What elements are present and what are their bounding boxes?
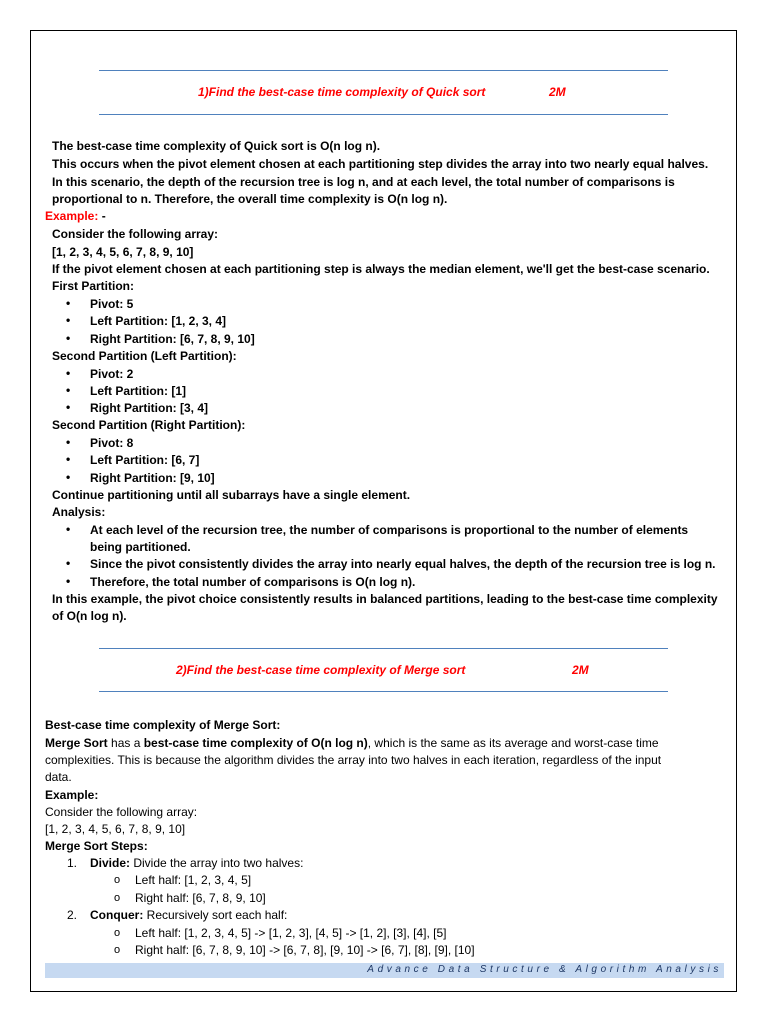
partition-3-heading: Second Partition (Right Partition): [52, 418, 246, 432]
step-number: 2. [67, 908, 78, 922]
q1-example-label [45, 208, 106, 225]
q2-line-4: Consider the following array: [45, 805, 198, 819]
steps-heading: Merge Sort Steps: [45, 839, 148, 853]
q2-line-3: data. [45, 770, 72, 784]
sub-list-item: Left half: [1, 2, 3, 4, 5] [135, 873, 252, 887]
partition-1-heading: First Partition: [52, 279, 135, 293]
list-item: Pivot: 8 [90, 436, 134, 450]
step-number: 1. [67, 856, 78, 870]
q1-line-2: This occurs when the pivot element chosen at each partitioning step divides the array into two nearly equal halves. [52, 157, 709, 171]
bullet-icon: • [66, 296, 71, 310]
bullet-icon: • [66, 383, 71, 397]
step-2 [90, 908, 287, 922]
q1-line-9: In this example, the pivot choice consistently results in balanced partitions, leading to the best-case time complexity [52, 592, 718, 606]
step-text: Recursively sort each half: [143, 908, 288, 922]
q1-line-6: [1, 2, 3, 4, 5, 6, 7, 8, 9, 10] [52, 245, 194, 259]
bullet-icon: • [66, 435, 71, 449]
text: has a [107, 736, 144, 750]
bullet-icon: • [66, 313, 71, 327]
bullet-icon: • [66, 400, 71, 414]
q2-heading: Best-case time complexity of Merge Sort: [45, 718, 281, 732]
sub-list-item: Right half: [6, 7, 8, 9, 10] -> [6, 7, 8], [9, 10] -> [6, 7], [8], [9], [10] [135, 943, 475, 957]
list-item: Right Partition: [3, 4] [90, 401, 208, 415]
bullet-icon: • [66, 452, 71, 466]
bold-text: Merge Sort [45, 736, 108, 750]
sub-list-item: Right half: [6, 7, 8, 9, 10] [135, 891, 266, 905]
bullet-icon: • [66, 366, 71, 380]
footer-text: Advance Data Structure & Algorithm Analysis [367, 964, 722, 975]
list-item: Since the pivot consistently divides the array into nearly equal halves, the depth of the recursion tree is log n. [90, 557, 716, 571]
q1-line-7: If the pivot element chosen at each partitioning step is always the median element, we'll get the best-case scenario. [52, 262, 710, 276]
q2-example-label: Example: [45, 788, 99, 802]
question-1-title: 1)Find the best-case time complexity of Quick sort [198, 85, 486, 99]
bullet-icon: • [66, 470, 71, 484]
q2-line-1 [45, 735, 659, 752]
q1-line-3: In this scenario, the depth of the recursion tree is log n, and at each level, the total number of comparisons is [52, 175, 675, 189]
list-item: Right Partition: [9, 10] [90, 471, 215, 485]
q2-line-2: complexities. This is because the algorithm divides the array into two halves in each iteration, regardless of the input [45, 753, 662, 767]
list-item: Left Partition: [1] [90, 384, 186, 398]
header-rule-top [99, 648, 668, 649]
list-item: Right Partition: [6, 7, 8, 9, 10] [90, 332, 255, 346]
step-label: Divide: [90, 856, 131, 870]
q2-line-5: [1, 2, 3, 4, 5, 6, 7, 8, 9, 10] [45, 822, 186, 836]
sub-bullet-icon: o [114, 892, 121, 904]
list-item: Therefore, the total number of comparisons is O(n log n). [90, 575, 416, 589]
sub-bullet-icon: o [114, 944, 121, 956]
footer-bar [45, 963, 724, 978]
header-rule-top [99, 70, 668, 71]
step-text: Divide the array into two halves: [130, 856, 304, 870]
q1-line-8: Continue partitioning until all subarrays have a single element. [52, 488, 411, 502]
bullet-icon: • [66, 574, 71, 588]
bold-text: best-case time complexity of O(n log n) [143, 736, 368, 750]
q1-line-10: of O(n log n). [52, 609, 127, 623]
bullet-icon: • [66, 522, 71, 536]
step-1 [90, 856, 303, 870]
sub-bullet-icon: o [114, 874, 121, 886]
list-item: Left Partition: [1, 2, 3, 4] [90, 314, 227, 328]
question-2-marks: 2M [572, 663, 589, 677]
q1-line-4: proportional to n. Therefore, the overall time complexity is O(n log n). [52, 192, 448, 206]
question-2-title: 2)Find the best-case time complexity of Merge sort [176, 663, 466, 677]
example-label: Example: [45, 209, 99, 223]
list-item: Pivot: 5 [90, 297, 134, 311]
q1-line-1: The best-case time complexity of Quick sort is O(n log n). [52, 139, 381, 153]
analysis-heading: Analysis: [52, 505, 106, 519]
text: , which is the same as its average and worst-case time [367, 736, 659, 750]
partition-2-heading: Second Partition (Left Partition): [52, 349, 237, 363]
sub-list-item: Left half: [1, 2, 3, 4, 5] -> [1, 2, 3], [4, 5] -> [1, 2], [3], [4], [5] [135, 926, 447, 940]
step-label: Conquer: [90, 908, 144, 922]
list-item: Pivot: 2 [90, 367, 134, 381]
bullet-icon: • [66, 556, 71, 570]
question-1-marks: 2M [549, 85, 566, 99]
bullet-icon: • [66, 331, 71, 345]
example-dash: - [98, 209, 106, 223]
q1-line-5: Consider the following array: [52, 227, 219, 241]
sub-bullet-icon: o [114, 927, 121, 939]
header-rule-bottom [99, 114, 668, 115]
list-item-continued: being partitioned. [90, 540, 191, 554]
header-rule-bottom [99, 691, 668, 692]
list-item: Left Partition: [6, 7] [90, 453, 200, 467]
list-item: At each level of the recursion tree, the number of comparisons is proportional to the number of elements [90, 523, 689, 537]
